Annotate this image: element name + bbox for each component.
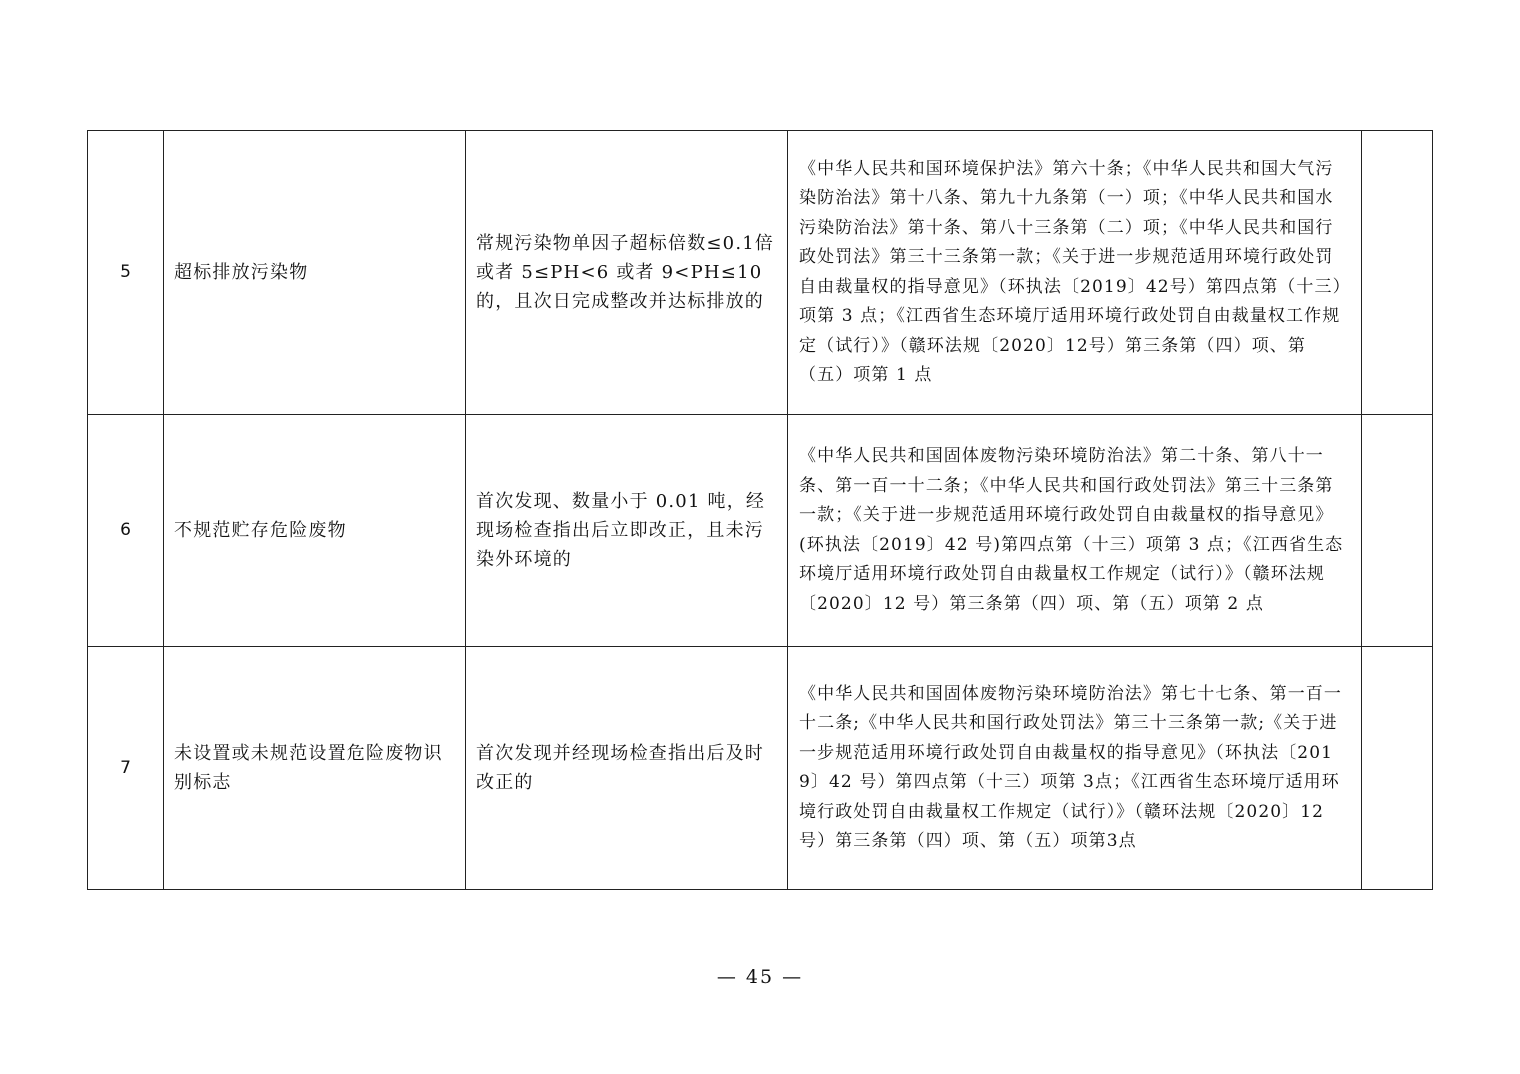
remark-cell [1362,415,1433,647]
legal-basis: 《中华人民共和国固体废物污染环境防治法》第七十七条、第一百一十二条;《中华人民共和国行政处罚法》第三十三条第一款;《关于进一步规范适用环境行政处罚自由裁量权的指导意见》（环执法〔2019〕42 号）第四点第（十三）项第 3点；《江西省生态环境厅适用环境行政处罚自由裁量权工作规定（试行）》（赣环法规〔2020〕12 号）第三条第（四）项、第（五）项第3点 [788,647,1362,890]
violation-item: 超标排放污染物 [164,131,466,415]
mitigation-condition: 首次发现并经现场检查指出后及时改正的 [466,647,788,890]
legal-basis: 《中华人民共和国环境保护法》第六十条；《中华人民共和国大气污染防治法》第十八条、第九十九条第（一）项；《中华人民共和国水污染防治法》第十条、第八十三条第（二）项；《中华人民共和国行政处罚法》第三十三条第一款；《关于进一步规范适用环境行政处罚自由裁量权的指导意见》（环执法〔2019〕42号）第四点第（十三）项第 3 点；《江西省生态环境厅适用环境行政处罚自由裁量权工作规定（试行）》（赣环法规〔2020〕12号）第三条第（四）项、第（五）项第 1 点 [788,131,1362,415]
row-number: 7 [88,647,164,890]
table-row [88,415,1433,647]
page-number: — 45 — [716,966,804,988]
violation-item: 不规范贮存危险废物 [164,415,466,647]
table-row [88,647,1433,890]
penalty-table [87,130,1433,890]
violation-item: 未设置或未规范设置危险废物识别标志 [164,647,466,890]
row-number: 6 [88,415,164,647]
legal-basis: 《中华人民共和国固体废物污染环境防治法》第二十条、第八十一条、第一百一十二条；《中华人民共和国行政处罚法》第三十三条第一款；《关于进一步规范适用环境行政处罚自由裁量权的指导意见》(环执法〔2019〕42 号)第四点第（十三）项第 3 点；《江西省生态环境厅适用环境行政处罚自由裁量权工作规定（试行）》（赣环法规〔2020〕12 号）第三条第（四）项、第（五）项第 2 点 [788,415,1362,647]
mitigation-condition: 常规污染物单因子超标倍数≤0.1倍或者 5≤PH<6 或者 9<PH≤10 的，且次日完成整改并达标排放的 [466,131,788,415]
remark-cell [1362,131,1433,415]
mitigation-condition: 首次发现、数量小于 0.01 吨，经现场检查指出后立即改正，且未污染外环境的 [466,415,788,647]
remark-cell [1362,647,1433,890]
row-number: 5 [88,131,164,415]
table-row [88,131,1433,415]
